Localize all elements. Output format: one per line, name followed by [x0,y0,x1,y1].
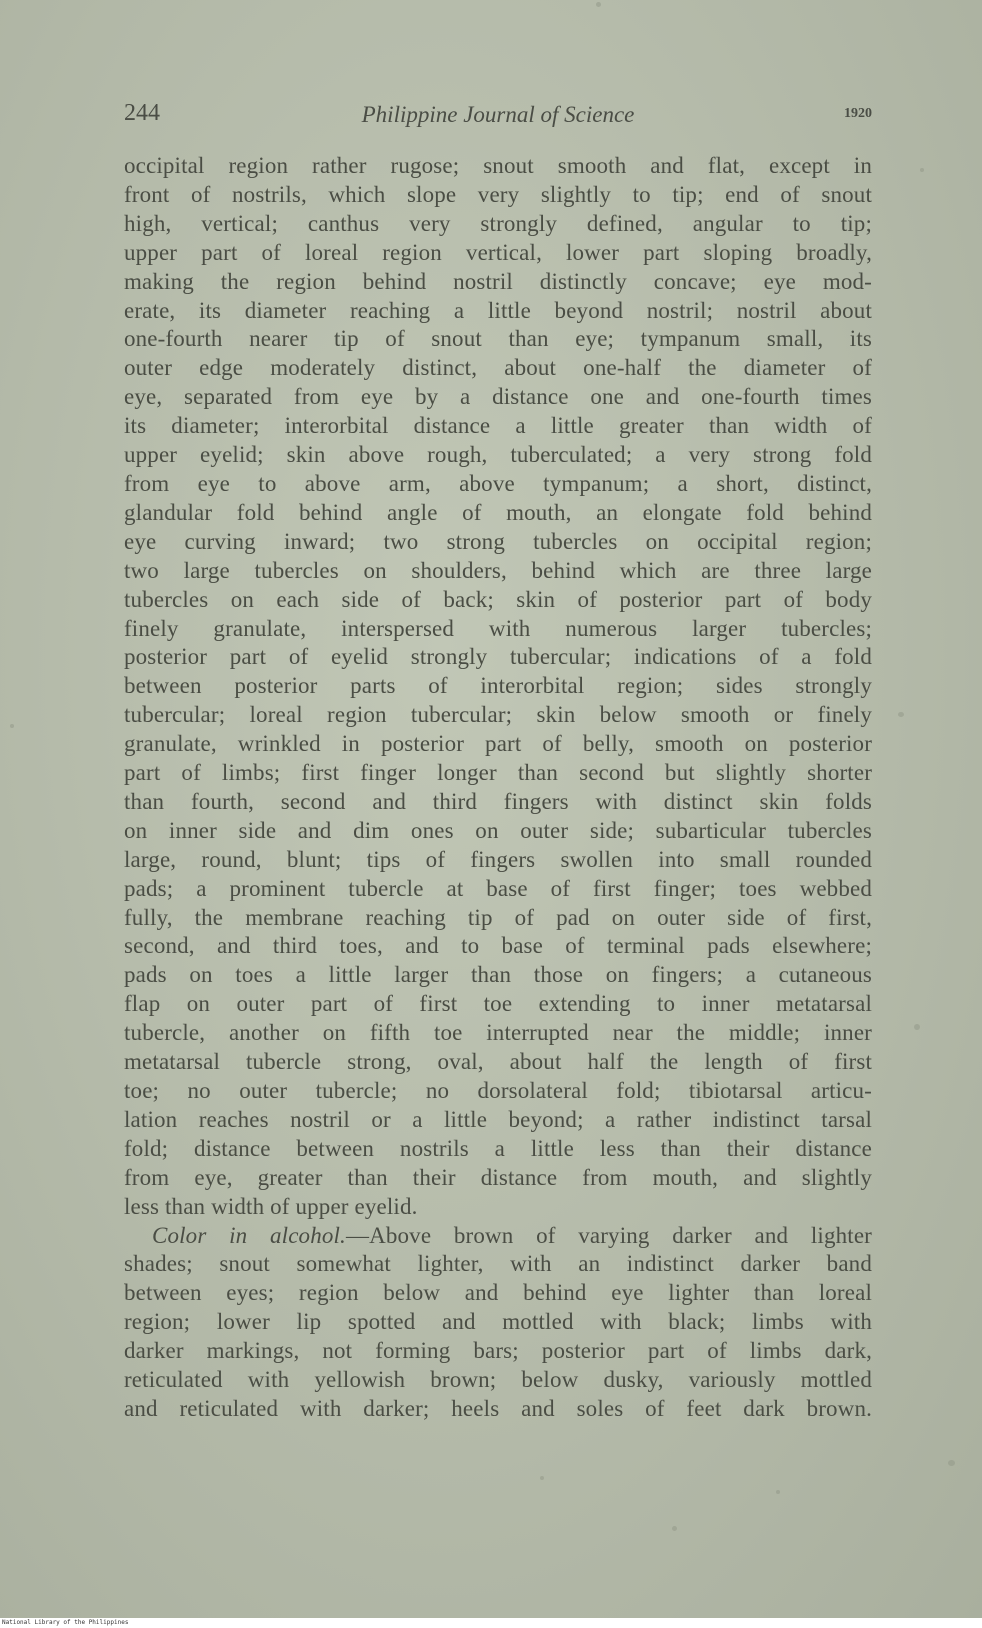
description-paragraph [124,152,872,1222]
paper-speck [672,1526,677,1531]
paper-speck [914,1024,920,1030]
text-line: making the region behind nostril distinctly concave; eye mod- [124,268,872,294]
text-line: large, round, blunt; tips of fingers swollen into small rounded [124,846,872,872]
text-line: upper eyelid; skin above rough, tuberculated; a very strong fold [124,442,872,468]
paper-speck [540,1476,544,1480]
text-line: less than width of upper eyelid. [124,1193,418,1219]
text-line: its diameter; interorbital distance a little greater than width of [124,413,872,439]
text-line: fold; distance between nostrils a little less than their distance [124,1135,872,1161]
text-line: pads; a prominent tubercle at base of first finger; toes webbed [124,875,872,901]
text-line: second, and third toes, and to base of terminal pads elsewhere; [124,933,872,959]
text-line: from eye to above arm, above tympanum; a short, distinct, [124,470,872,496]
text-line: reticulated with yellowish brown; below dusky, variously mottled [124,1367,872,1393]
text-line: two large tubercles on shoulders, behind which are three large [124,557,872,583]
text-line: tubercles on each side of back; skin of posterior part of body [124,586,872,612]
text-line: flap on outer part of first toe extending to inner metatarsal [124,991,872,1017]
paper-speck [10,724,14,728]
text-line: on inner side and dim ones on outer side; subarticular tubercles [124,817,872,843]
page-number: 244 [124,100,160,126]
color-paragraph [124,1222,872,1424]
text-line: and reticulated with darker; heels and soles of feet dark brown. [124,1395,872,1421]
text-line: occipital region rather rugose; snout smooth and flat, except in [124,153,872,178]
paper-speck [898,712,904,717]
text-line: posterior part of eyelid strongly tubercular; indications of a fold [124,644,872,670]
text-line: tubercle, another on fifth toe interrupted near the middle; inner [124,1020,872,1046]
text-line: glandular fold behind angle of mouth, an elongate fold behind [124,499,872,525]
text-line: high, vertical; canthus very strongly defined, angular to tip; [124,210,872,236]
text-line: shades; snout somewhat lighter, with an indistinct darker band [124,1251,872,1277]
text-line: fully, the membrane reaching tip of pad on outer side of first, [124,904,872,930]
text-line: from eye, greater than their distance from mouth, and slightly [124,1164,872,1190]
footer-strip [0,1618,982,1628]
text-line: than fourth, second and third fingers with distinct skin folds [124,788,872,814]
text-line: outer edge moderately distinct, about one-half the diameter of [124,355,872,381]
text-line: eye curving inward; two strong tubercles on occipital region; [124,528,872,554]
page-header [124,100,872,136]
publication-year: 1920 [844,106,872,121]
text-line [124,1222,872,1251]
text-line: lation reaches nostril or a little beyond; a rather indistinct tarsal [124,1106,872,1132]
text-line: eye, separated from eye by a distance one and one-fourth times [124,384,872,410]
text-line: toe; no outer tubercle; no dorsolateral fold; tibiotarsal articu- [124,1078,872,1103]
paper-speck [920,168,924,172]
text-line: pads on toes a little larger than those on fingers; a cutaneous [124,962,872,988]
library-credit: National Library of the Philippines [2,1619,129,1626]
text-line: region; lower lip spotted and mottled with black; limbs with [124,1309,872,1335]
paper-speck [776,1490,780,1494]
text-line: erate, its diameter reaching a little beyond nostril; nostril about [124,297,872,323]
text-line: granulate, wrinkled in posterior part of belly, smooth on posterior [124,731,872,757]
text-line: between posterior parts of interorbital region; sides strongly [124,673,872,699]
color-heading-continuation: —Above brown of varying darker and lighter [345,1222,872,1248]
text-line: one-fourth nearer tip of snout than eye; tympanum small, its [124,326,872,352]
article-body [124,152,872,1424]
text-line: upper part of loreal region vertical, lower part sloping broadly, [124,239,872,265]
text-line: between eyes; region below and behind eye lighter than loreal [124,1280,872,1306]
text-line: metatarsal tubercle strong, oval, about half the length of first [124,1049,872,1075]
text-line: finely granulate, interspersed with numerous larger tubercles; [124,615,872,641]
text-line: darker markings, not forming bars; posterior part of limbs dark, [124,1338,872,1364]
text-line: part of limbs; first finger longer than second but slightly shorter [124,760,872,786]
paper-speck [948,1460,955,1466]
journal-title: Philippine Journal of Science [361,102,635,127]
color-heading: Color in alcohol. [152,1222,346,1248]
text-line: tubercular; loreal region tubercular; skin below smooth or finely [124,702,872,728]
text-line: front of nostrils, which slope very slightly to tip; end of snout [124,181,872,207]
paper-speck [596,2,601,7]
